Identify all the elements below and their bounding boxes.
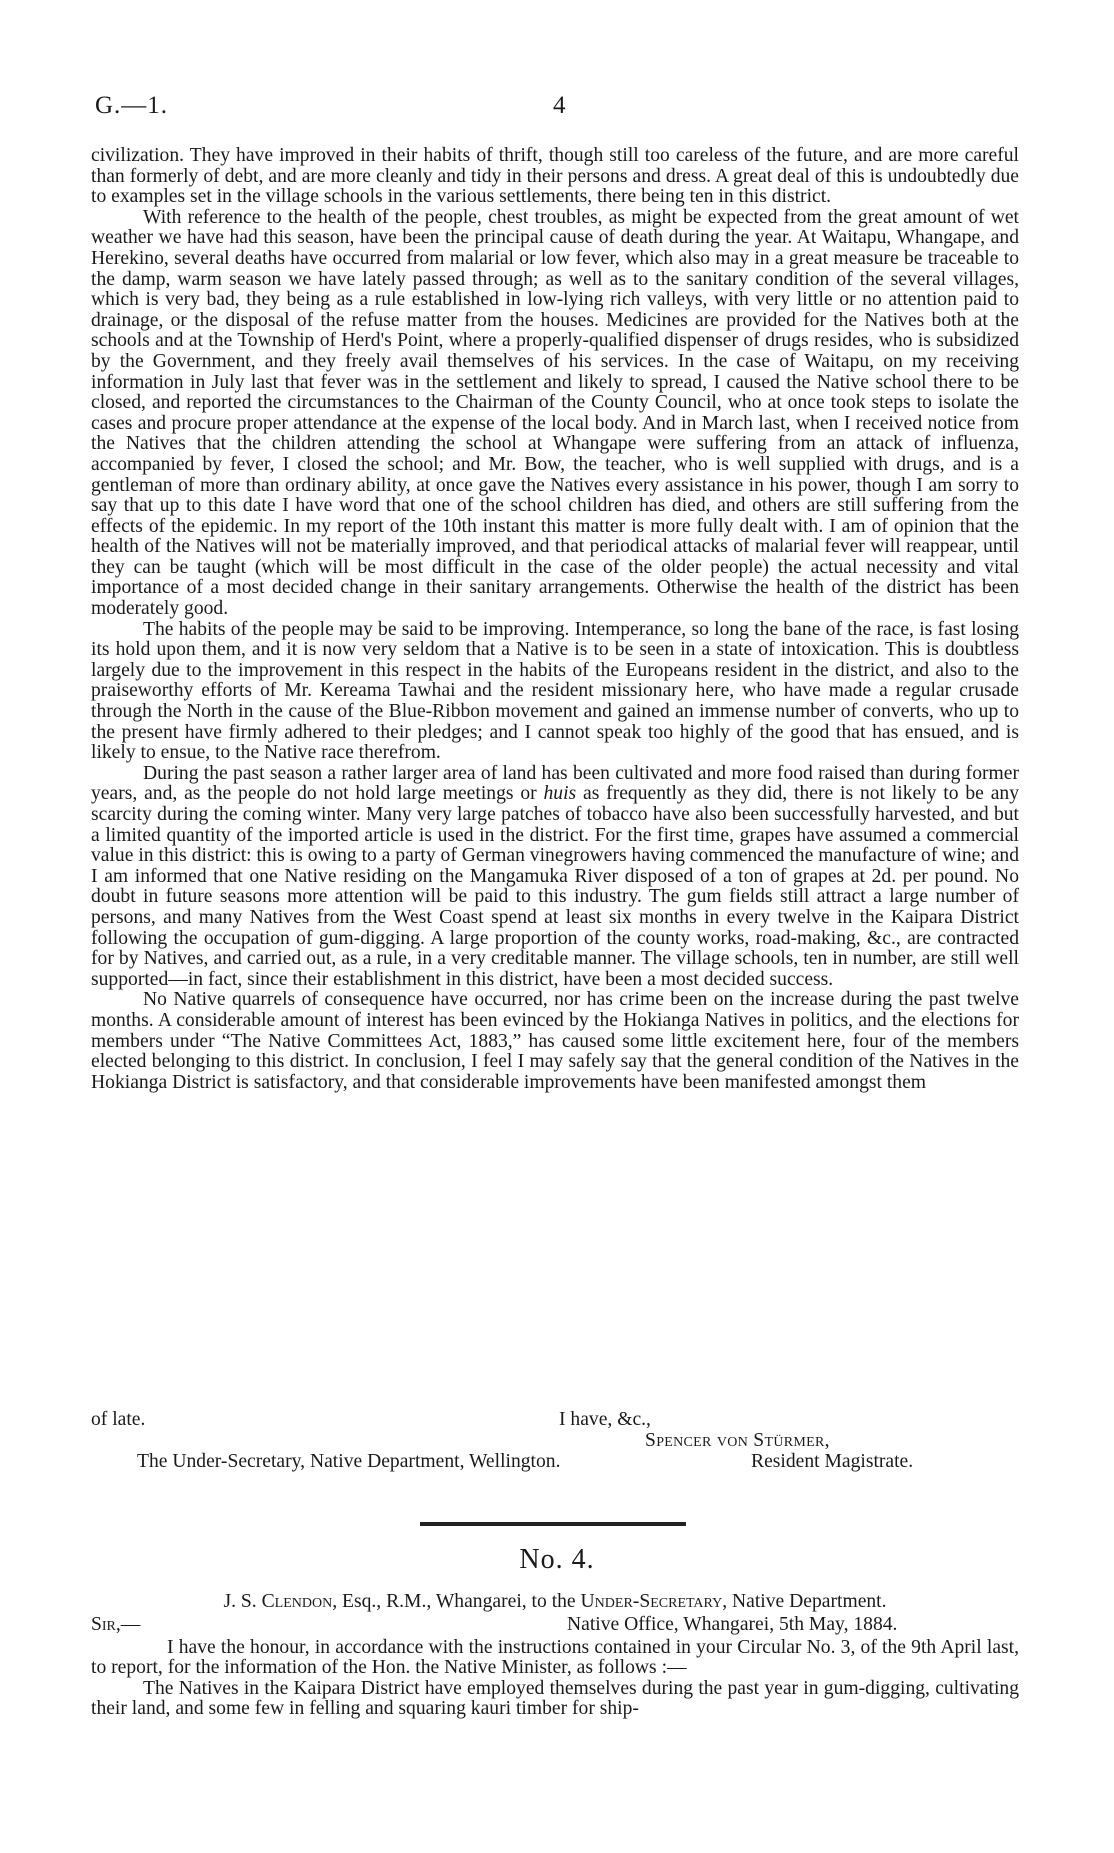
- signatory-title: Resident Magistrate.: [751, 1451, 914, 1472]
- letter-paragraph-2: The Natives in the Kaipara District have employed themselves during the past year in gum-digging, cultivating their land, and some few in felling and squaring kauri timber for ship-: [91, 1677, 1019, 1720]
- signature: Spencer von Stürmer,: [645, 1430, 830, 1451]
- cultivation-text-end: as frequently as they did, there is not likely to be any scarcity during the coming winter. Many very large patches of tobacco have also been successfully harvested, and but a limited quantity of the imported article is used in the district. For the first time, grapes have assumed a commercial value in this district: this is owing to a party of German vinegrowers having commenced the manufacture of wine; and I am informed that one Native residing on the Mangamuka River disposed of a ton of grapes at 2d. per pound. No doubt in future seasons more attention will be paid to this industry. The gum fields still attract a large number of persons, and many Natives from the West Coast spend at least six months in every twelve in the Kaipara District following the occupation of gum-digging. A large proportion of the county works, road-making, &c., are contracted for by Natives, and carried out, as a rule, in a very creditable manner. The village schools, ten in number, are still well supported—in fact, since their establishment in this district, have been a most decided success.: [91, 783, 1019, 990]
- section-divider: [420, 1522, 686, 1526]
- section-heading: No. 4.: [519, 1544, 595, 1575]
- letter-closing: [91, 1410, 1019, 1473]
- paragraph-health: With reference to the health of the people, chest troubles, as might be expected from the great amount of wet weather we have had this season, have been the principal cause of death during the year. At Waitapu, Whangape, and Herekino, several deaths have occurred from malarial or low fever, which also may in a great measure be traceable to the damp, warm season we have lately passed through; as well as to the sanitary condition of the several villages, which is very bad, they being as a rule established in low-lying rich valleys, with very little or no attention paid to drainage, or the disposal of the refuse matter from the houses. Medicines are provided for the Natives both at the schools and at the Township of Herd's Point, where a properly-qualified dispenser of drugs resides, who is subsidized by the Government, and they freely avail themselves of his services. In the case of Waitapu, on my receiving information in July last that fever was in the settlement and likely to spread, I caused the Native school there to be closed, and reported the circumstances to the Chairman of the County Council, who at once took steps to isolate the cases and procure proper attendance at the expense of the local body. And in March last, when I received notice from the Natives that the children attending the school at Whangape were suffering from an attack of influenza, accompanied by fever, I closed the school; and Mr. Bow, the teacher, who is well supplied with drugs, and is a gentleman of more than ordinary ability, at once gave the Natives every assistance in his power, though I am sorry to say that up to this date I have word that one of the school children has died, and others are still suffering from the effects of the epidemic. In my report of the 10th instant this matter is more fully dealt with. I am of opinion that the health of the Natives will not be materially improved, and that periodical attacks of malarial fever will reappear, until they can be taught (which will be most difficult in the case of the older people) the actual necessity and vital importance of a most decided change in their sanitary arrangements. Otherwise the health of the district has been moderately good.: [91, 206, 1019, 620]
- closing-i-have: I have, &c.,: [559, 1409, 651, 1430]
- cultivation-text-start: During the past season a rather larger area of land has been cultivated and more food raised than during former years, and, as the people do not hold large meetings or: [91, 762, 1019, 805]
- document-reference: G.—1.: [95, 92, 169, 119]
- office-date: Native Office, Whangarei, 5th May, 1884.: [567, 1613, 898, 1635]
- letter-from-to: [91, 1592, 1019, 1613]
- huis-word: huis: [543, 783, 577, 805]
- report-body: [91, 146, 1019, 1093]
- page-header: [95, 92, 1015, 122]
- salutation: Sir,—: [91, 1613, 141, 1635]
- letter-paragraph-1: I have the honour, in accordance with the instructions contained in your Circular No. 3, of the 9th April last, to report, for the information of the Hon. the Native Minister, as follows :—: [91, 1636, 1019, 1679]
- salutation-row: [91, 1615, 1019, 1636]
- recipient-details: , Native Department.: [722, 1591, 887, 1612]
- letter-no4: [91, 1592, 1019, 1720]
- paragraph-civilization: civilization. They have improved in their habits of thrift, though still too careless of the future, and are more careful than formerly of debt, and are more cleanly and tidy in their persons and dress. A great deal of this is undoubtedly due to examples set in the village schools in the various settlements, there being ten in this district.: [91, 145, 1019, 208]
- recipient-name: Under-Secretary: [580, 1591, 723, 1612]
- sender-name: J. S. Clendon: [223, 1591, 333, 1612]
- page-number: 4: [553, 92, 566, 119]
- paragraph-cultivation: [91, 764, 1019, 991]
- closing-of-late: of late.: [91, 1409, 146, 1430]
- sender-details: , Esq., R.M., Whangarei, to the: [332, 1591, 581, 1612]
- paragraph-quarrels: No Native quarrels of consequence have occurred, nor has crime been on the increase during the past twelve months. A considerable amount of interest has been evinced by the Hokianga Natives in politics, and the elections for members under “The Native Committees Act, 1883,” has caused some little excitement here, four of the members elected belonging to this district. In conclusion, I feel I may safely say that the general condition of the Natives in the Hokianga District is satisfactory, and that considerable improvements have been manifested amongst them: [91, 989, 1019, 1093]
- paragraph-habits: The habits of the people may be said to be improving. Intemperance, so long the bane of the race, is fast losing its hold upon them, and it is now very seldom that a Native is to be seen in a state of intoxication. This is doubtless largely due to the improvement in this respect in the habits of the Europeans resident in the district, and also to the praiseworthy efforts of Mr. Kereama Tawhai and the resident missionary here, who have made a regular crusade through the North in the cause of the Blue-Ribbon movement and gained an immense number of converts, who up to the present have firmly adhered to their pledges; and I cannot speak too highly of the good that has ensued, and is likely to ensue, to the Native race therefrom.: [91, 618, 1019, 764]
- addressee: The Under-Secretary, Native Department, Wellington.: [137, 1451, 561, 1472]
